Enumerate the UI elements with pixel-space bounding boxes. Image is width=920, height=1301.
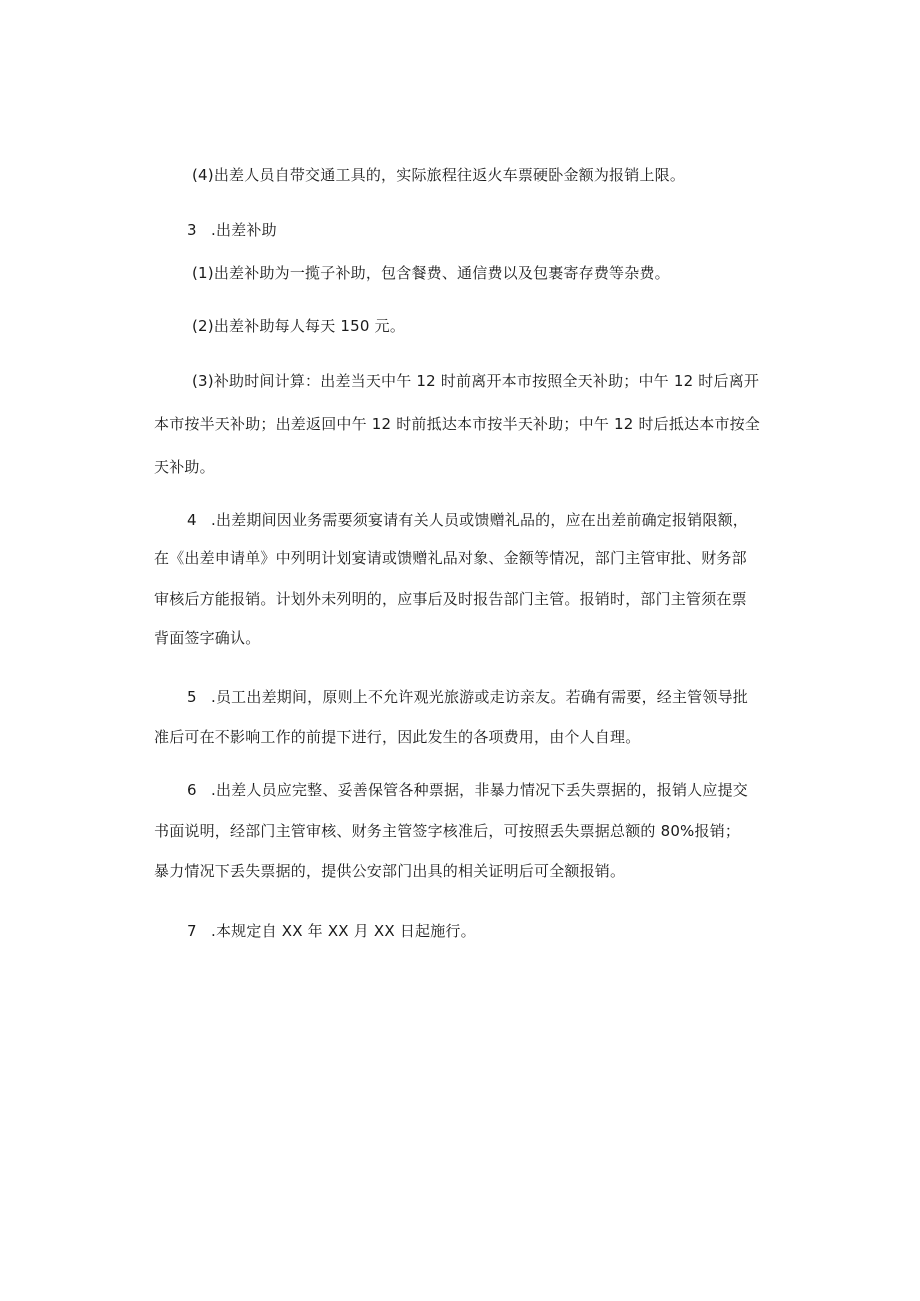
paragraph-3-3-line2: 本市按半天补助；出差返回中午 12 时前抵达本市按半天补助；中午 12 时后抵达本市按全 [154,415,761,433]
section-number: 3 [187,221,197,239]
section-5-line1 [187,686,807,708]
section-title: .出差补助 [211,221,277,239]
section-4-line3: 审核后方能报销。计划外未列明的，应事后及时报告部门主管。报销时，部门主管须在票 [154,590,747,608]
section-4-text: .出差期间因业务需要须宴请有关人员或馈赠礼品的，应在出差前确定报销限额， [211,511,748,529]
section-7-text: .本规定自 XX 年 XX 月 XX 日起施行。 [211,922,476,940]
section-6-line1 [187,779,807,801]
paragraph-3-3-line1: (3)补助时间计算：出差当天中午 12 时前离开本市按照全天补助；中午 12 时后离开 [192,372,760,390]
paragraph-transport-4: (4)出差人员自带交通工具的，实际旅程往返火车票硬卧金额为报销上限。 [192,166,686,184]
section-3-heading [187,219,807,241]
section-number: 5 [187,688,197,706]
section-6-text: .出差人员应完整、妥善保管各种票据，非暴力情况下丢失票据的，报销人应提交 [211,781,748,799]
section-5-text: .员工出差期间，原则上不允许观光旅游或走访亲友。若确有需要，经主管领导批 [211,688,748,706]
section-5-line2: 准后可在不影响工作的前提下进行，因此发生的各项费用，由个人自理。 [154,728,641,746]
paragraph-3-1: (1)出差补助为一揽子补助，包含餐费、通信费以及包裹寄存费等杂费。 [192,264,670,282]
section-4-line4: 背面签字确认。 [154,629,261,647]
paragraph-3-3-line3: 天补助。 [154,458,215,476]
section-4-line2: 在《出差申请单》中列明计划宴请或馈赠礼品对象、金额等情况，部门主管审批、财务部 [154,549,747,567]
section-number: 7 [187,922,197,940]
section-6-line3: 暴力情况下丢失票据的，提供公安部门出具的相关证明后可全额报销。 [154,862,626,880]
section-4-line1 [187,509,807,531]
paragraph-3-2: (2)出差补助每人每天 150 元。 [192,317,406,335]
section-number: 6 [187,781,197,799]
section-number: 4 [187,511,197,529]
section-7-line1 [187,920,807,942]
section-6-line2: 书面说明，经部门主管审核、财务主管签字核准后，可按照丢失票据总额的 80%报销； [154,822,741,840]
